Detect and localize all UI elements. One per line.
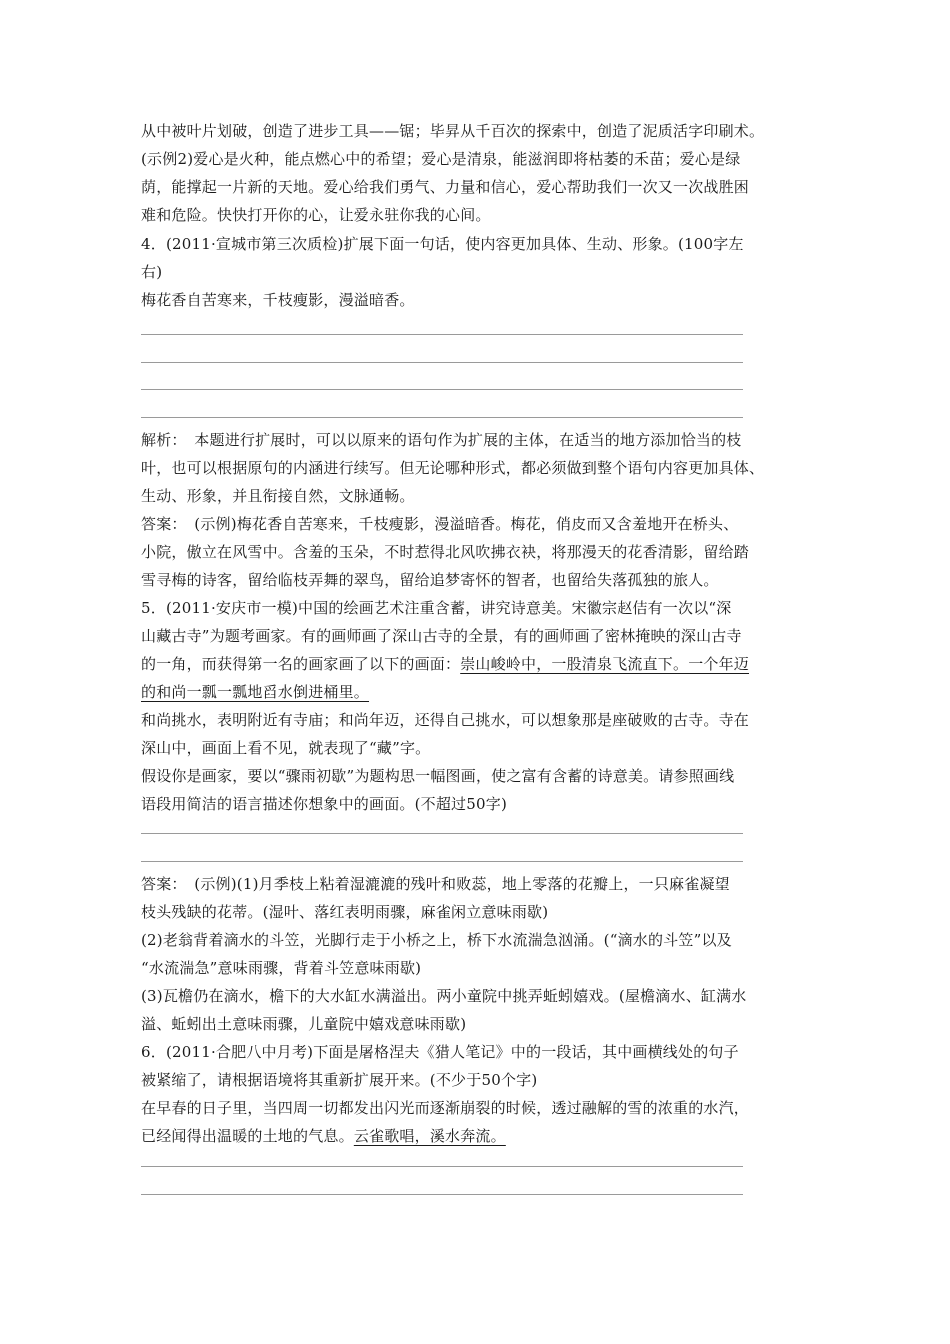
underlined-text: 云雀歌唱，溪水奔流。 (353, 1127, 506, 1145)
answer-text-line: 答案： (示例)梅花香自苦寒来，千枝瘦影，漫溢暗香。梅花，俏皮而又含羞地开在桥头、 (141, 515, 739, 533)
question-5-prompt-cont (141, 682, 841, 702)
plain-text: 的一角，而获得第一名的画家画了以下的画面： (141, 655, 461, 673)
underlined-text: 的和尚一瓢一瓢地舀水倒进桶里。 (141, 683, 370, 701)
question-5-prompt: 5．(2011·安庆市一模)中国的绘画艺术注重含蓄，讲究诗意美。宋徽宗赵佶有一次以“深 (141, 599, 732, 617)
question-6-prompt: 6．(2011·合肥八中月考)下面是屠格涅夫《猎人笔记》中的一段话，其中画横线处的句子 (141, 1043, 739, 1061)
text-line: 荫，能撑起一片新的天地。爱心给我们勇气、力量和信心，爱心帮助我们一次又一次战胜困 (141, 178, 750, 196)
question-4-prompt: 4．(2011·宣城市第三次质检)扩展下面一句话，使内容更加具体、生动、形象。(100字左 (141, 235, 744, 253)
text-line: 难和危险。快快打开你的心，让爱永驻你我的心间。 (141, 206, 491, 224)
answer-text-line: 枝头残缺的花蒂。(湿叶、落红表明雨骤，麻雀闲立意味雨歇) (141, 903, 549, 921)
answer-text-line: 小院，傲立在风雪中。含羞的玉朵，不时惹得北风吹拂衣袂，将那漫天的花香清影，留给踏 (141, 543, 750, 561)
answer-line[interactable] (141, 389, 743, 390)
question-6-passage (141, 1126, 841, 1146)
answer-line[interactable] (141, 334, 743, 335)
analysis-line: 解析： 本题进行扩展时，可以以原来的语句作为扩展的主体，在适当的地方添加恰当的枝 (141, 431, 742, 449)
answer-line[interactable] (141, 1194, 743, 1195)
task-line: 语段用简洁的语言描述你想象中的画面。(不超过50字) (141, 795, 507, 813)
question-5-prompt-cont (141, 654, 841, 674)
answer-text-line: “水流湍急”意味雨骤，背着斗笠意味雨歇) (141, 959, 422, 977)
text-line: 从中被叶片划破，创造了进步工具——锯；毕昇从千百次的探索中，创造了泥质活字印刷术。 (141, 122, 765, 140)
explain-line: 深山中，画面上看不见，就表现了“藏”字。 (141, 739, 431, 757)
plain-text: 已经闻得出温暖的土地的气息。 (141, 1127, 354, 1145)
answer-text-line: 答案： (示例)(1)月季枝上粘着湿漉漉的残叶和败蕊，地上零落的花瓣上，一只麻雀凝望 (141, 875, 730, 893)
explain-line: 和尚挑水，表明附近有寺庙；和尚年迈，还得自己挑水，可以想象那是座破败的古寺。寺在 (141, 711, 750, 729)
analysis-line: 生动、形象，并且衔接自然，文脉通畅。 (141, 487, 415, 505)
answer-text-line: (3)瓦檐仍在滴水，檐下的大水缸水满溢出。两小童院中挑弄蚯蚓嬉戏。(屋檐滴水、缸满水 (141, 987, 747, 1005)
answer-text-line: 溢、蚯蚓出土意味雨骤，儿童院中嬉戏意味雨歇) (141, 1015, 467, 1033)
question-4-prompt-cont: 右) (141, 263, 163, 281)
answer-line[interactable] (141, 1166, 743, 1167)
answer-line[interactable] (141, 833, 743, 834)
task-line: 假设你是画家，要以“骤雨初歇”为题构思一幅图画，使之富有含蓄的诗意美。请参照画线 (141, 767, 735, 785)
question-6-prompt-cont: 被紧缩了，请根据语境将其重新扩展开来。(不少于50个字) (141, 1071, 538, 1089)
answer-line[interactable] (141, 417, 743, 418)
answer-text-line: 雪寻梅的诗客，留给临枝弄舞的翠鸟，留给追梦寄怀的智者，也留给失落孤独的旅人。 (141, 571, 719, 589)
answer-text-line: (2)老翁背着滴水的斗笠，光脚行走于小桥之上，桥下水流湍急汹涌。(“滴水的斗笠”以及 (141, 931, 732, 949)
question-5-prompt-cont: 山藏古寺”为题考画家。有的画师画了深山古寺的全景，有的画师画了密林掩映的深山古寺 (141, 627, 742, 645)
answer-line[interactable] (141, 861, 743, 862)
analysis-line: 叶，也可以根据原句的内涵进行续写。但无论哪种形式，都必须做到整个语句内容更加具体、 (141, 459, 765, 477)
underlined-text: 崇山峻岭中，一股清泉飞流直下。一个年迈 (460, 655, 750, 673)
text-line: (示例2)爱心是火种，能点燃心中的希望；爱心是清泉，能滋润即将枯萎的禾苗；爱心是绿 (141, 150, 741, 168)
answer-line[interactable] (141, 362, 743, 363)
question-6-passage: 在早春的日子里，当四周一切都发出闪光而逐渐崩裂的时候，透过融解的雪的浓重的水汽， (141, 1099, 750, 1117)
question-4-sentence: 梅花香自苦寒来，千枝瘦影，漫溢暗香。 (141, 291, 415, 309)
